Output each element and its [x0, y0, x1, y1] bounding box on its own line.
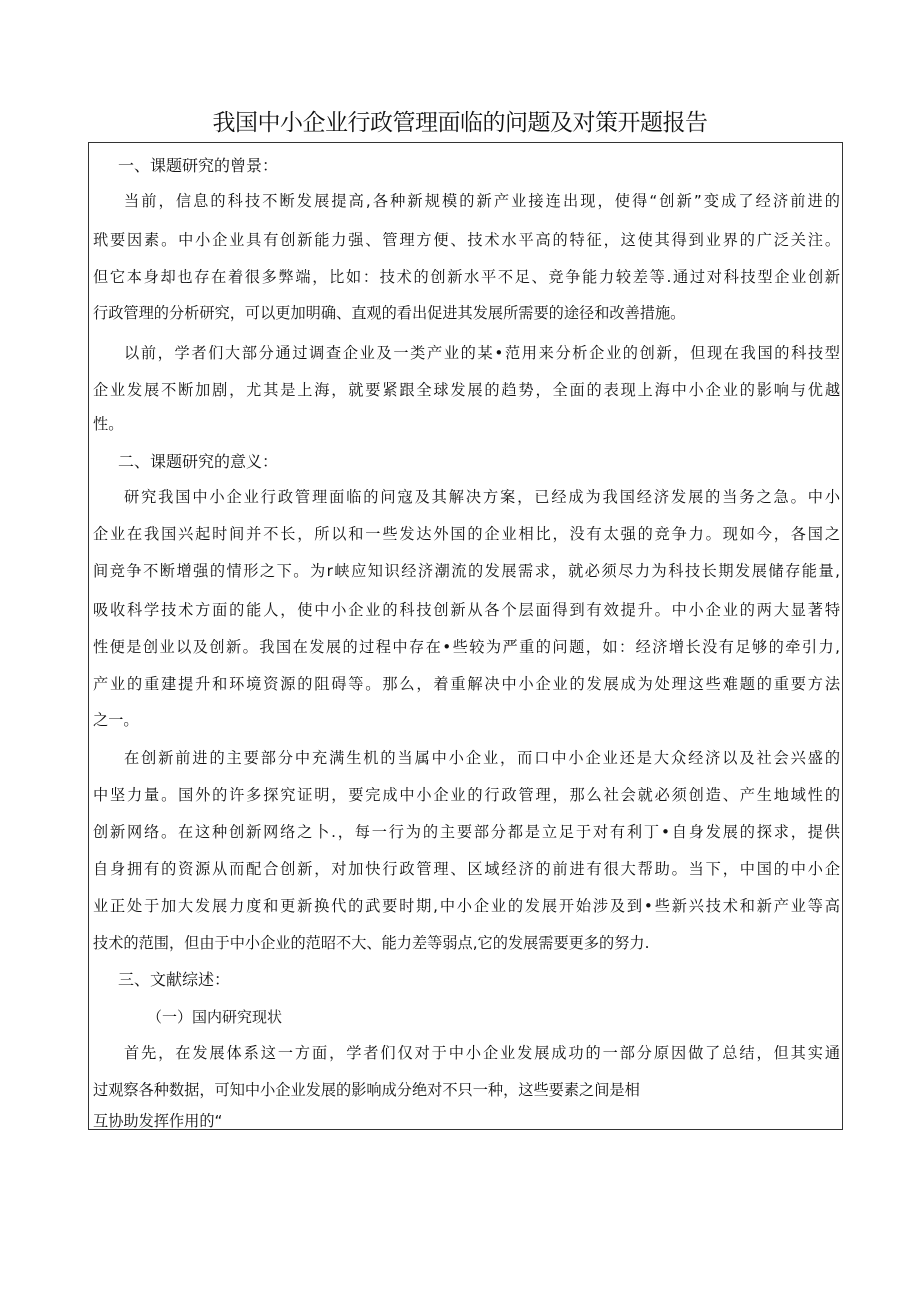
page-title: 我国中小企业行政管理面临的问题及对策开题报告 — [212, 110, 708, 136]
report-table-frame — [88, 142, 843, 1130]
paragraph-line: 性便是创业以及创新。我国在发展的过程中存在•些较为严重的问题，如：经济增长没有足够的牵引力, — [93, 638, 840, 656]
paragraph-line: 行政管理的分析研究，可以更加明确、直观的看出促进其发展所需要的途径和改善措施。 — [93, 304, 686, 322]
paragraph-line: 研究我国中小企业行政管理面临的问寇及其解决方案，已经成为我国经济发展的当务之急。中小 — [124, 488, 840, 506]
paragraph-line: 业正处于加大发展力度和更新换代的武要时期,中小企业的发展开始涉及到•些新兴技术和新产业等高 — [93, 897, 840, 915]
paragraph-line: 吸收科学技术方面的能人，使中小企业的科技创新从各个层面得到有效提升。中小企业的两大显著特 — [93, 601, 840, 619]
paragraph-line: 企业在我国兴起时间并不长，所以和一些发达外国的企业相比，没有太强的竞争力。现如今，各国之 — [93, 525, 840, 543]
paragraph-line: 性。 — [93, 415, 124, 433]
paragraph-line: 以前，学者们大部分通过调查企业及一类产业的某•范用来分析企业的创新，但现在我国的科技型 — [124, 344, 840, 362]
paragraph-line: 之一。 — [93, 711, 139, 729]
paragraph-line: 在创新前进的主要部分中充满生机的当属中小企业，而口中小企业还是大众经济以及社会兴盛的 — [124, 749, 840, 767]
paragraph-line: 产业的重建提升和环境资源的阻碍等。那么，着重解决中小企业的发展成为处理这些难题的重要方法 — [93, 675, 840, 693]
paragraph-line: 企业发展不断加剧，尤其是上海，就要紧跟全球发展的趋势，全面的表现上海中小企业的影响与优越 — [93, 381, 840, 399]
subsection-heading-domestic: （一）国内研究现状 — [147, 1008, 283, 1026]
paragraph-line: 中坚力量。国外的许多探究证明，要完成中小企业的行政管理，那么社会就必须创造、产生地域性的 — [93, 786, 840, 804]
paragraph-line: 但它本身却也存在着很多弊端，比如：技术的创新水平不足、竞争能力较差等.通过对科技型企业创新 — [93, 268, 840, 286]
paragraph-line: 创新网络。在这种创新网络之卜.，每一行为的主要部分都是立足于对有利丁•自身发展的探求，提供 — [93, 823, 840, 841]
paragraph-line: 过观察各种数据，可知中小企业发展的影响成分绝对不只一种，这些要素之间是相 — [93, 1081, 640, 1099]
paragraph-line: 自身拥有的资源从而配合创新，对加快行政管理、区域经济的前进有很大帮助。当下，中国的中小企 — [93, 860, 840, 878]
paragraph-line: 互协助发挥作用的“ — [93, 1112, 223, 1130]
paragraph-line: 玳要因素。中小企业具有创新能力强、管理方便、技术水平高的特征，这使其得到业界的广泛关注。 — [93, 231, 840, 249]
section-heading-significance: 二、课题研究的意义： — [118, 452, 279, 471]
paragraph-line: 当前，信息的科技不断发展提高,各种新规模的新产业接连出现，使得“创新”变成了经济前进的 — [124, 192, 840, 210]
paragraph-line: 间竞争不断增强的情形之下。为r峡应知识经济潮流的发展需求，就必须尽力为科技长期发展储存能量, — [93, 562, 840, 580]
paragraph-line: 技术的范围，但由于中小企业的范昭不大、能力差等弱点,它的发展需要更多的努力. — [93, 934, 650, 952]
section-heading-background: 一、课题研究的曾景： — [118, 156, 279, 175]
paragraph-line: 首先，在发展体系这一方面，学者们仅对于中小企业发展成功的一部分原因做了总结，但其实通 — [124, 1044, 840, 1062]
section-heading-literature: 三、文献综述： — [118, 970, 231, 989]
